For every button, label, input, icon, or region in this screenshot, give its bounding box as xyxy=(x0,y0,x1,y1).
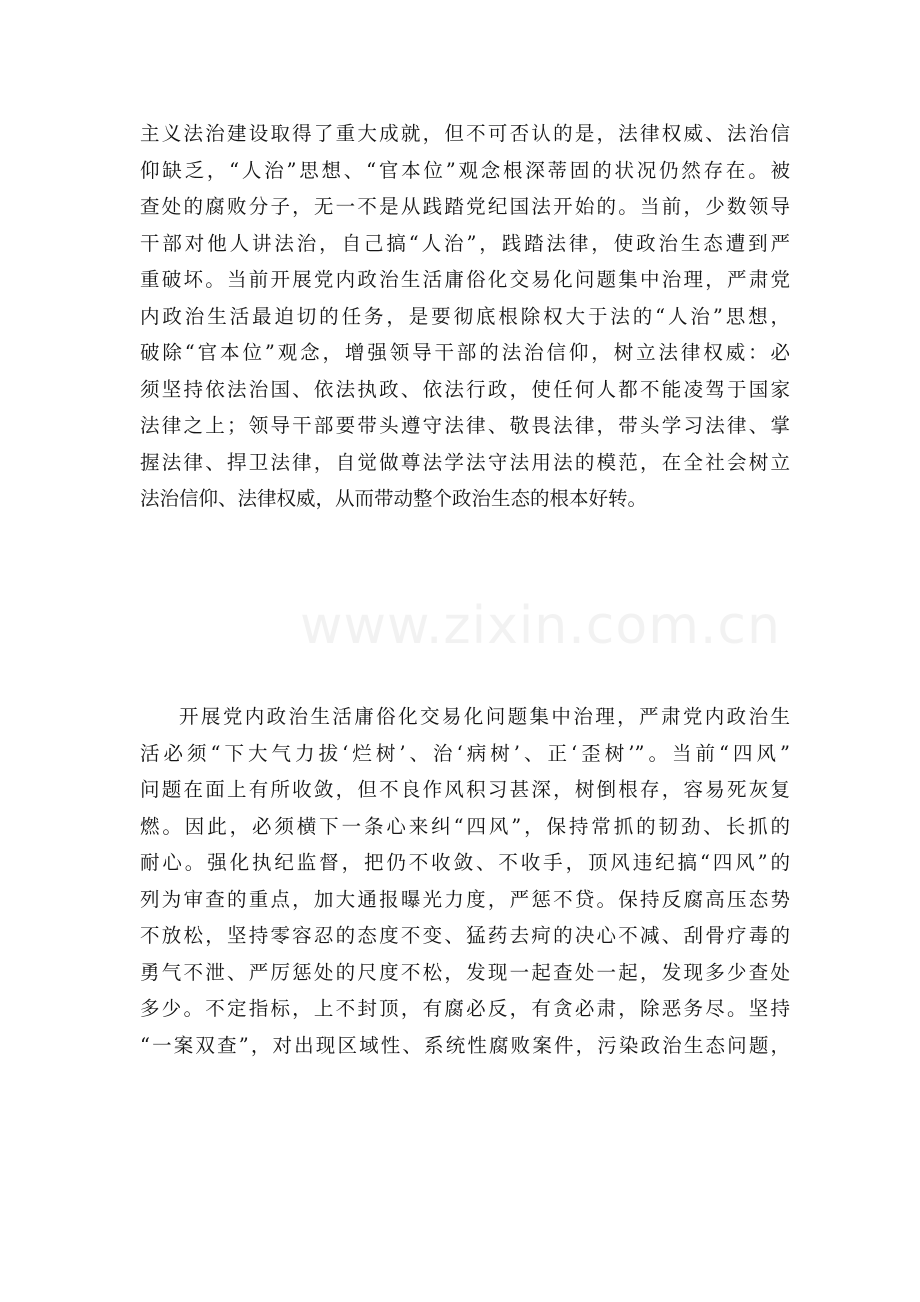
paragraph-line: 仰缺乏，“人治”思想、“官本位”观念根深蒂固的状况仍然存在。被 xyxy=(140,158,790,182)
paragraph-line: 握法律、捍卫法律，自觉做尊法学法守法用法的模范，在全社会树立 xyxy=(140,450,790,474)
paragraph-2 xyxy=(140,699,790,1064)
paragraph-line: 重破坏。当前开展党内政治生活庸俗化交易化问题集中治理，严肃党 xyxy=(140,268,790,291)
paragraph-line: 问题在面上有所收敛，但不良作风积习甚深，树倒根存，容易死灰复 xyxy=(140,778,790,801)
paragraph-1 xyxy=(140,116,790,518)
paragraph-line: 法律之上；领导干部要带头遵守法律、敬畏法律，带头学习法律、掌 xyxy=(140,414,790,437)
paragraph-line: 开展党内政治生活庸俗化交易化问题集中治理，严肃党内政治生 xyxy=(179,705,790,728)
paragraph-line: “一案双查”，对出现区域性、系统性腐败案件，污染政治生态问题， xyxy=(140,1033,790,1057)
paragraph-line: 主义法治建设取得了重大成就，但不可否认的是，法律权威、法治信 xyxy=(140,122,790,145)
paragraph-line: 查处的腐败分子，无一不是从践踏党纪国法开始的。当前，少数领导 xyxy=(140,195,790,218)
paragraph-line: 法治信仰、法律权威，从而带动整个政治生态的根本好转。 xyxy=(140,487,648,510)
paragraph-line: 勇气不泄、严厉惩处的尺度不松，发现一起查处一起，发现多少查处 xyxy=(140,960,790,984)
paragraph-line: 须坚持依法治国、依法执政、依法行政，使任何人都不能凌驾于国家 xyxy=(140,377,790,401)
paragraph-line: 燃。因此，必须横下一条心来纠“四风”，保持常抓的韧劲、长抓的 xyxy=(140,814,790,838)
paragraph-line: 不放松，坚持零容忍的态度不变、猛药去疴的决心不减、刮骨疗毒的 xyxy=(140,924,790,947)
paragraph-line: 干部对他人讲法治，自己搞“人治”，践踏法律，使政治生态遭到严 xyxy=(140,231,790,255)
paragraph-line: 列为审查的重点，加大通报曝光力度，严惩不贷。保持反腐高压态势 xyxy=(140,887,790,911)
paragraph-line: 活必须“下大气力拔‘烂树’、治‘病树’、正‘歪树’”。当前“四风” xyxy=(140,741,790,765)
paragraph-line: 耐心。强化执纪监督，把仍不收敛、不收手，顶风违纪搞“四风”的 xyxy=(140,851,790,874)
paragraph-line: 破除“官本位”观念，增强领导干部的法治信仰，树立法律权威：必 xyxy=(140,341,790,364)
watermark: www.zixin.com.cn xyxy=(300,596,781,656)
paragraph-line: 多少。不定指标，上不封顶，有腐必反，有贪必肃，除恶务尽。坚持 xyxy=(140,997,790,1020)
paragraph-line: 内政治生活最迫切的任务，是要彻底根除权大于法的“人治”思想， xyxy=(140,304,790,328)
